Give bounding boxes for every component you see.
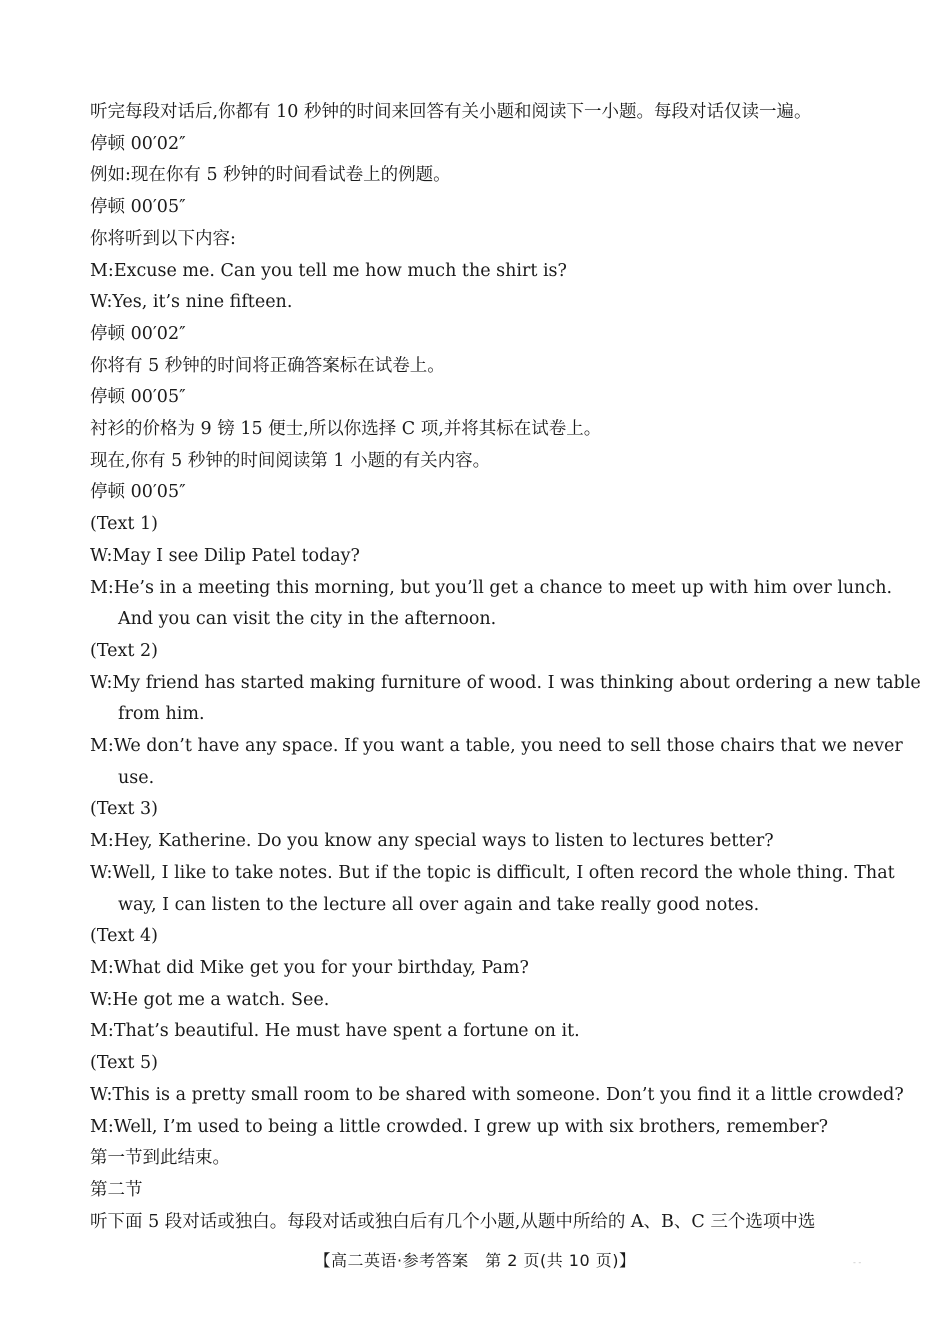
page-footer: 【高二英语·参考答案 第 2 页(共 10 页)】	[314, 1251, 636, 1270]
instruction-line: 你将听到以下内容:	[90, 228, 236, 249]
dialogue-line: M:What did Mike get you for your birthday, Pam?	[90, 957, 529, 978]
example-line: 例如:现在你有 5 秒钟的时间看试卷上的例题。	[90, 165, 451, 186]
dialogue-line: M:That’s beautiful. He must have spent a fortune on it.	[90, 1021, 580, 1042]
dialogue-line: W:Well, I like to take notes. But if the topic is difficult, I often record the whole thing. That	[90, 862, 895, 883]
dialogue-line: W:May I see Dilip Patel today?	[90, 545, 360, 566]
text-heading: (Text 3)	[90, 799, 158, 820]
text-heading: (Text 1)	[90, 514, 158, 535]
pause-line: 停顿 00′02″	[90, 133, 186, 154]
text-heading: (Text 5)	[90, 1053, 158, 1074]
dialogue-line: W:My friend has started making furniture of wood. I was thinking about ordering a new table	[90, 672, 921, 693]
dialogue-continuation: from him.	[118, 704, 205, 725]
dialogue-continuation: And you can visit the city in the afternoon.	[118, 609, 497, 630]
dialogue-continuation: way, I can listen to the lecture all over again and take really good notes.	[118, 894, 760, 915]
pause-line: 停顿 00′05″	[90, 387, 186, 408]
instruction-line: 听下面 5 段对话或独白。每段对话或独白后有几个小题,从题中所给的 A、B、C 三个选项中选	[90, 1211, 816, 1232]
instruction-line: 现在,你有 5 秒钟的时间阅读第 1 小题的有关内容。	[90, 450, 491, 471]
section-end-line: 第一节到此结束。	[90, 1148, 230, 1169]
instruction-line: 你将有 5 秒钟的时间将正确答案标在试卷上。	[90, 355, 445, 376]
text-heading: (Text 2)	[90, 640, 158, 661]
dialogue-line: W:This is a pretty small room to be shared with someone. Don’t you find it a little crowded?	[90, 1084, 904, 1105]
text-heading: (Text 4)	[90, 926, 158, 947]
dialogue-line: M:Well, I’m used to being a little crowded. I grew up with six brothers, remember?	[90, 1116, 828, 1137]
page-body	[90, 97, 921, 1238]
dialogue-line: M:We don’t have any space. If you want a table, you need to sell those chairs that we never	[90, 736, 903, 757]
instruction-line: 衬衫的价格为 9 镑 15 便士,所以你选择 C 项,并将其标在试卷上。	[90, 419, 602, 440]
dialogue-line: M:Hey, Katherine. Do you know any special ways to listen to lectures better?	[90, 831, 774, 852]
dialogue-continuation: use.	[118, 767, 155, 788]
dialogue-line: M:He’s in a meeting this morning, but you’ll get a chance to meet up with him over lunch.	[90, 577, 893, 598]
section-heading: 第二节	[90, 1179, 143, 1200]
dialogue-line: M:Excuse me. Can you tell me how much the shirt is?	[90, 260, 567, 281]
dialogue-line: W:Yes, it’s nine fifteen.	[90, 292, 293, 313]
pause-line: 停顿 00′02″	[90, 323, 186, 344]
instruction-line: 听完每段对话后,你都有 10 秒钟的时间来回答有关小题和阅读下一小题。每段对话仅读一遍。	[90, 102, 812, 122]
pause-line: 停顿 00′05″	[90, 197, 186, 218]
dialogue-line: W:He got me a watch. See.	[90, 989, 330, 1010]
corner-mark: - -	[853, 1258, 862, 1267]
pause-line: 停顿 00′05″	[90, 482, 186, 503]
